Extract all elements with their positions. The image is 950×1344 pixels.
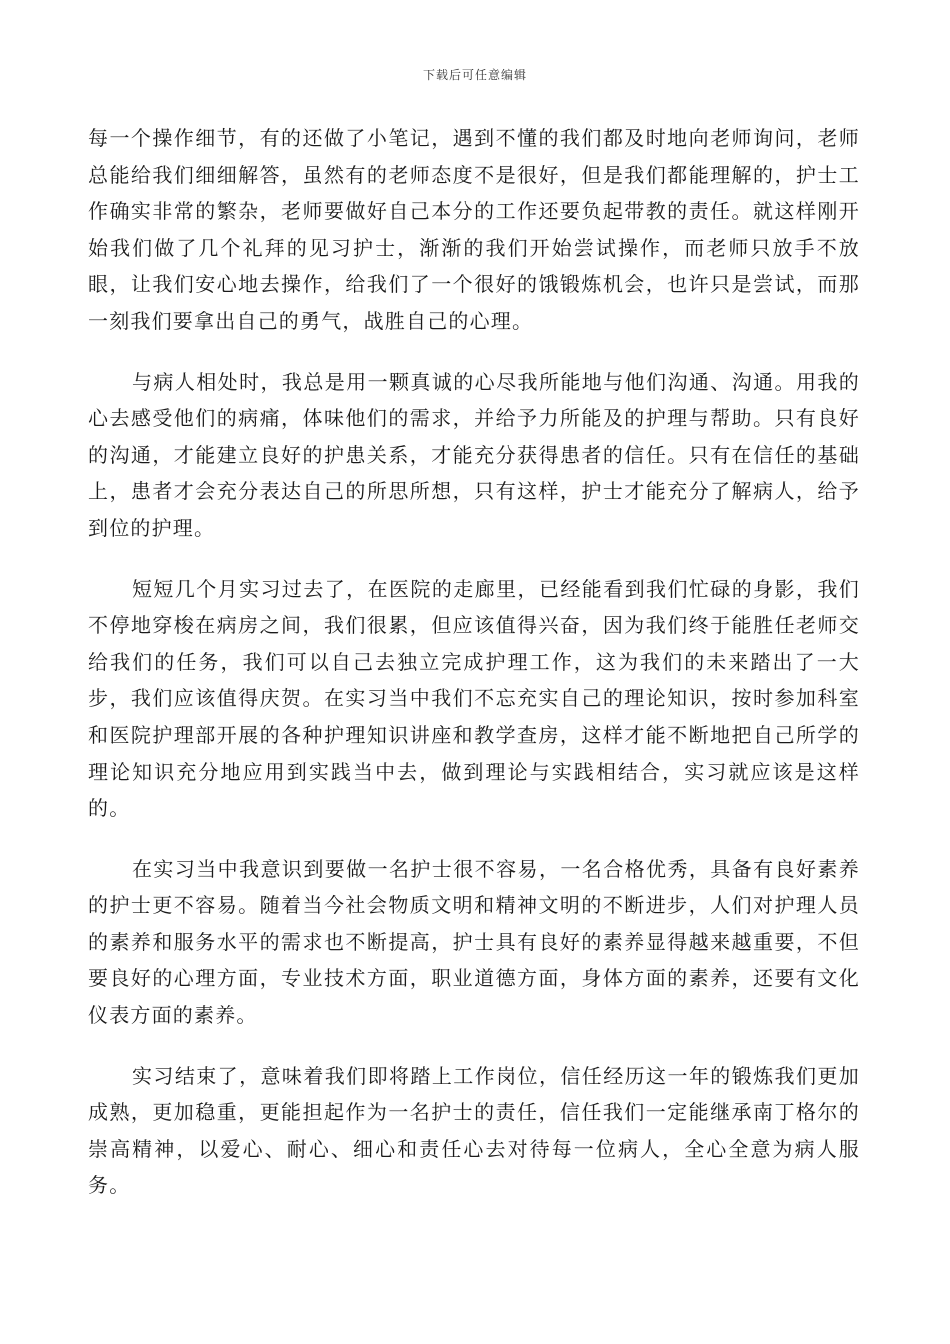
document-body	[88, 120, 860, 1228]
paragraph-conclusion: 实习结束了，意味着我们即将踏上工作岗位，信任经历这一年的锻炼我们更加成熟，更加稳重，更能担起作为一名护士的责任，信任我们一定能继承南丁格尔的崇高精神，以爱心、耐心、细心和责任心去对待每一位病人，全心全意为病人服务。	[88, 1063, 860, 1198]
paragraph-continuation: 每一个操作细节，有的还做了小笔记，遇到不懂的我们都及时地向老师询问，老师总能给我们细细解答，虽然有的老师态度不是很好，但是我们都能理解的，护士工作确实非常的繁杂，老师要做好自己本分的工作还要负起带教的责任。就这样刚开始我们做了几个礼拜的见习护士，渐渐的我们开始尝试操作，而老师只放手不放眼，让我们安心地去操作，给我们了一个很好的饿锻炼机会，也许只是尝试，而那一刻我们要拿出自己的勇气，战胜自己的心理。	[88, 126, 860, 333]
header-note: 下载后可任意编辑	[422, 68, 527, 82]
paragraph-internship-progress: 短短几个月实习过去了，在医院的走廊里，已经能看到我们忙碌的身影，我们不停地穿梭在病房之间，我们很累，但应该值得兴奋，因为我们终于能胜任老师交给我们的任务，我们可以自己去独立完成护理工作，这为我们的未来踏出了一大步，我们应该值得庆贺。在实习当中我们不忘充实自己的理论知识，按时参加科室和医院护理部开展的各种护理知识讲座和教学查房，这样才能不断地把自己所学的理论知识充分地应用到实践当中去，做到理论与实践相结合，实习就应该是这样的。	[88, 576, 860, 821]
paragraph-nurse-qualities: 在实习当中我意识到要做一名护士很不容易，一名合格优秀，具备有良好素养的护士更不容易。随着当今社会物质文明和精神文明的不断进步，人们对护理人员的素养和服务水平的需求也不断提高，护士具有良好的素养显得越来越重要，不但要良好的心理方面，专业技术方面，职业道德方面，身体方面的素养，还要有文化仪表方面的素养。	[88, 856, 860, 1028]
paragraph-patient-communication: 与病人相处时，我总是用一颗真诚的心尽我所能地与他们沟通、沟通。用我的心去感受他们的病痛，体味他们的需求，并给予力所能及的护理与帮助。只有良好的沟通，才能建立良好的护患关系，才能充分获得患者的信任。只有在信任的基础上，患者才会充分表达自己的所思所想，只有这样，护士才能充分了解病人，给予到位的护理。	[88, 369, 860, 540]
